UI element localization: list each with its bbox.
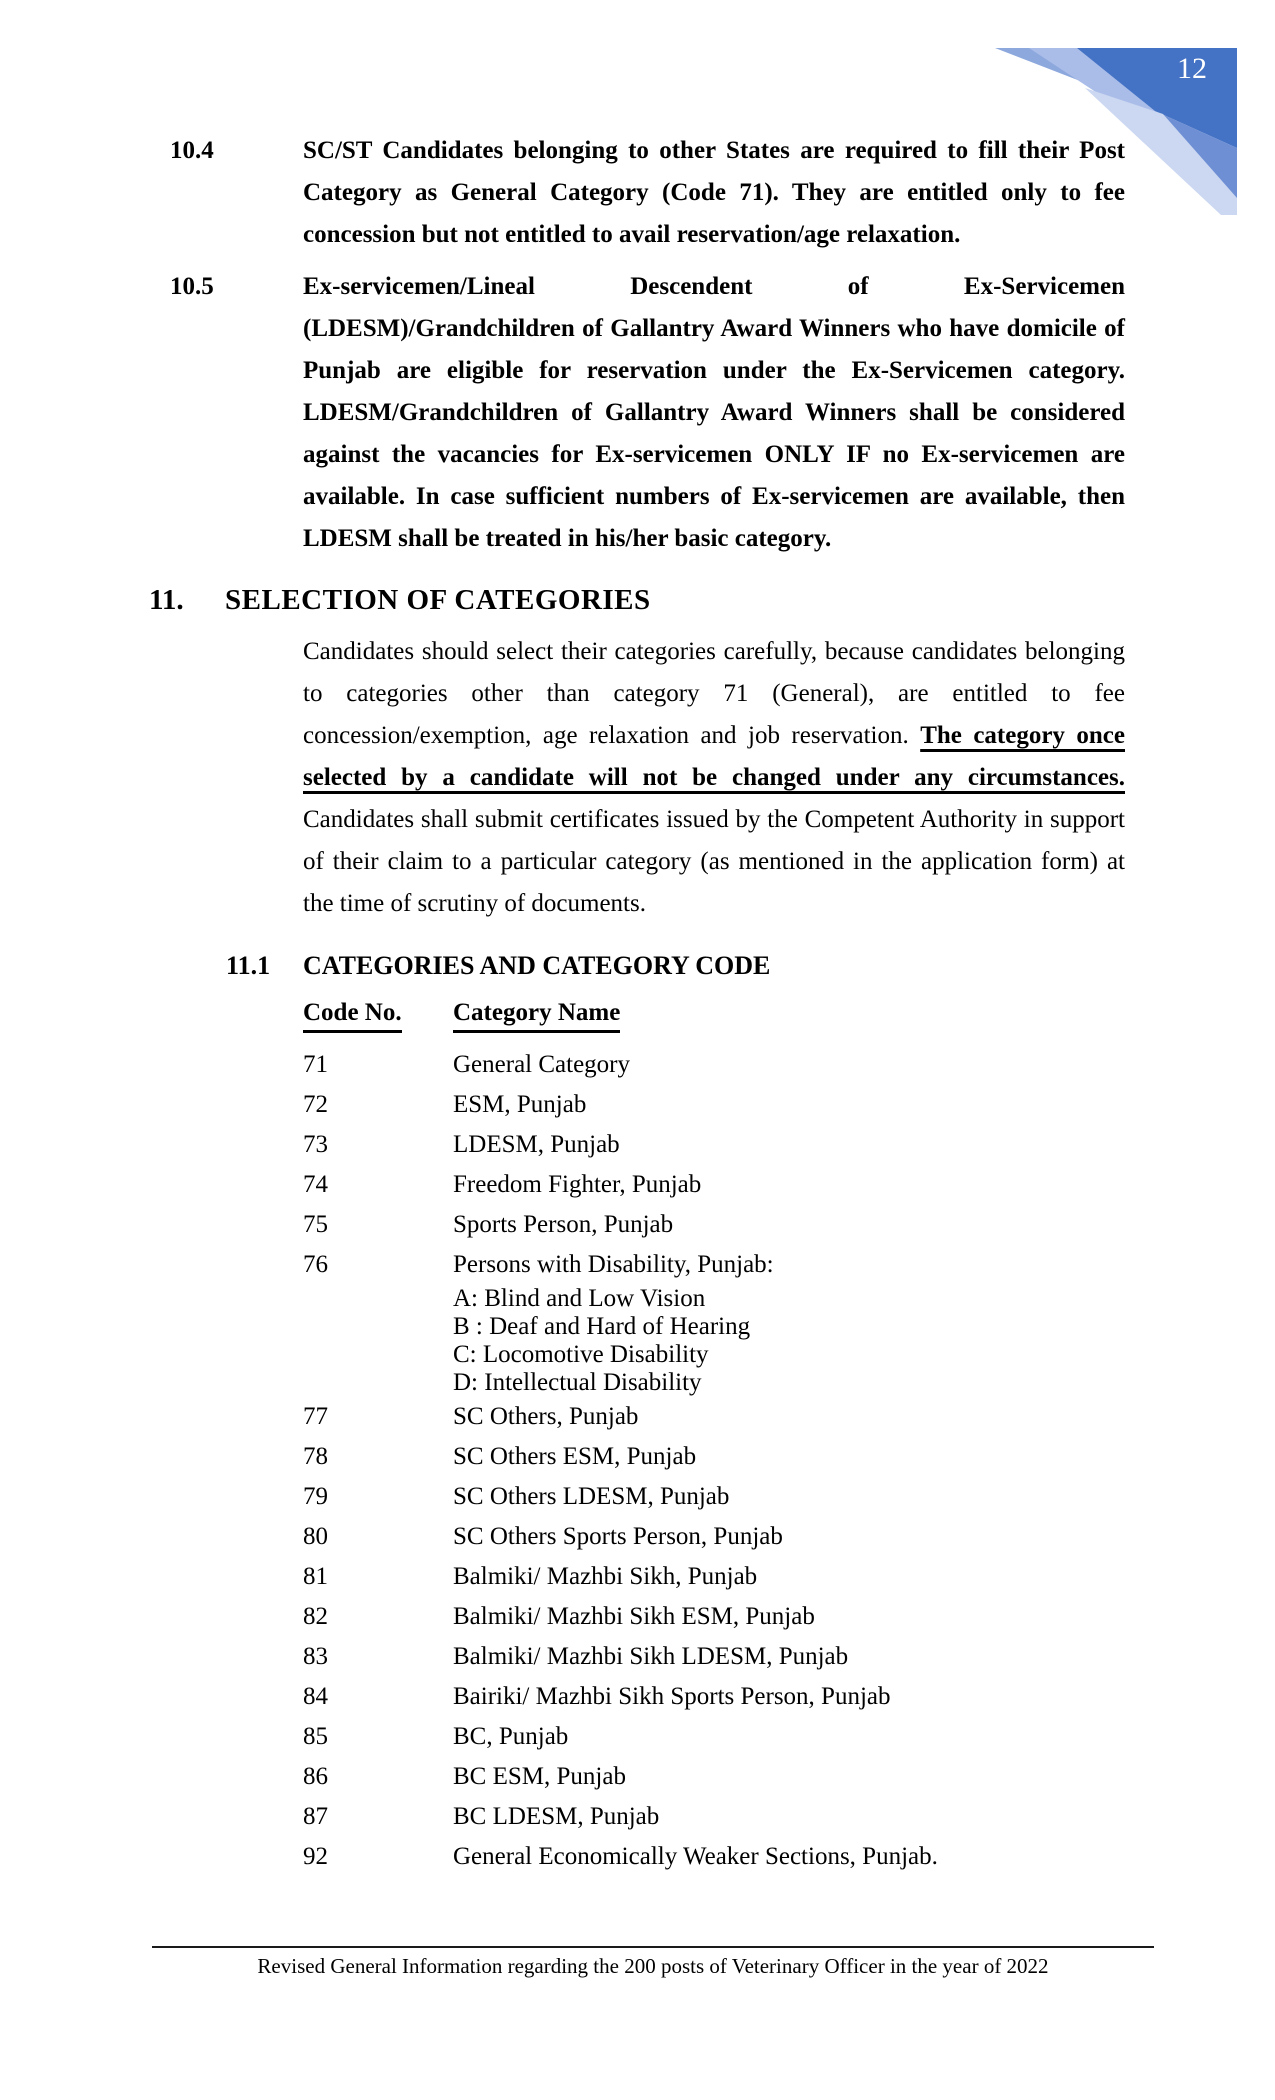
code-cell: 73 (303, 1131, 328, 1158)
section-number: 11.1 (226, 951, 271, 980)
name-cell: General Economically Weaker Sections, Punjab. (453, 1843, 938, 1870)
table-row (303, 1797, 1125, 1837)
disability-subitem: D: Intellectual Disability (453, 1369, 702, 1396)
category-once-emphasis: The category once selected by a candidate will not be changed under any circumstances. (303, 722, 1125, 791)
code-cell: 92 (303, 1843, 328, 1870)
name-cell: Balmiki/ Mazhbi Sikh, Punjab (453, 1563, 758, 1590)
name-cell: SC Others ESM, Punjab (453, 1443, 697, 1470)
section-11-heading (0, 584, 1275, 617)
section-number: 10.5 (170, 273, 214, 300)
col-header-name: Category Name (453, 999, 620, 1033)
code-cell: 77 (303, 1403, 328, 1430)
table-row (303, 1837, 1125, 1877)
code-cell: 78 (303, 1443, 328, 1470)
table-row (303, 1597, 1125, 1637)
name-cell: Sports Person, Punjab (453, 1211, 674, 1238)
name-cell: SC Others, Punjab (453, 1403, 639, 1430)
selection-paragraph-tail: Candidates shall submit certificates issued by the Competent Authority in support of their claim to a particular category (as mentioned in the application form) at the time of scrutiny of documents. (303, 806, 1125, 917)
table-row (303, 1517, 1125, 1557)
section-text: SC/ST Candidates belonging to other States are required to fill their Post Category as General Category (Code 71). They are entitled only to fee concession but not entitled to avail reservation/age relaxation. (303, 137, 1125, 248)
disability-subitem: B : Deaf and Hard of Hearing (453, 1313, 751, 1340)
table-row (303, 1677, 1125, 1717)
footer-rule (152, 1946, 1154, 1948)
table-row (303, 1557, 1125, 1597)
code-cell: 86 (303, 1763, 328, 1790)
name-cell: BC, Punjab (453, 1723, 569, 1750)
table-row (303, 1205, 1125, 1245)
section-number: 10.4 (170, 137, 214, 164)
code-cell: 87 (303, 1803, 328, 1830)
name-cell: ESM, Punjab (453, 1091, 587, 1118)
section-title: CATEGORIES AND CATEGORY CODE (303, 951, 771, 980)
code-cell: 74 (303, 1171, 328, 1198)
table-row (303, 1045, 1125, 1085)
selection-paragraph (303, 631, 1125, 925)
name-cell: BC ESM, Punjab (453, 1763, 626, 1790)
code-cell: 71 (303, 1051, 328, 1078)
section-number: 11. (149, 584, 184, 616)
name-cell: SC Others LDESM, Punjab (453, 1483, 730, 1510)
code-cell: 84 (303, 1683, 328, 1710)
name-cell: LDESM, Punjab (453, 1131, 620, 1158)
col-header-code: Code No. (303, 999, 402, 1033)
code-cell: 79 (303, 1483, 328, 1510)
table-row (303, 1397, 1125, 1437)
table-row (303, 1437, 1125, 1477)
table-row (303, 1165, 1125, 1205)
name-cell: Bairiki/ Mazhbi Sikh Sports Person, Punjab (453, 1683, 891, 1710)
code-cell: 80 (303, 1523, 328, 1550)
table-row (303, 1125, 1125, 1165)
name-cell: Balmiki/ Mazhbi Sikh LDESM, Punjab (453, 1643, 849, 1670)
disability-subitem: A: Blind and Low Vision (453, 1285, 706, 1312)
name-cell: Persons with Disability, Punjab: (453, 1251, 774, 1278)
code-cell: 76 (303, 1251, 328, 1278)
code-cell: 75 (303, 1211, 328, 1238)
selection-paragraph-lead: Candidates should select their categories carefully, because candidates belonging to categories other than category 71 (General), are entitled to fee concession/exemption, age relaxation and job reservation. (303, 638, 1125, 749)
section-11-1-heading (0, 951, 1275, 981)
disability-subitem: C: Locomotive Disability (453, 1341, 709, 1368)
name-cell: Balmiki/ Mazhbi Sikh ESM, Punjab (453, 1603, 815, 1630)
code-cell: 81 (303, 1563, 328, 1590)
section-title: SELECTION OF CATEGORIES (225, 584, 651, 616)
code-cell: 72 (303, 1091, 328, 1118)
code-cell: 85 (303, 1723, 328, 1750)
table-header-row (303, 999, 1125, 1033)
footer-text: Revised General Information regarding the 200 posts of Veterinary Officer in the year of 2022 (257, 1954, 1049, 1978)
name-cell: General Category (453, 1051, 631, 1078)
section-10-5 (0, 266, 1275, 560)
code-cell: 82 (303, 1603, 328, 1630)
table-row (303, 1245, 1125, 1285)
name-cell: SC Others Sports Person, Punjab (453, 1523, 783, 1550)
name-cell: BC LDESM, Punjab (453, 1803, 660, 1830)
table-row (303, 1637, 1125, 1677)
page-content (0, 130, 1275, 1877)
section-10-4 (0, 130, 1275, 256)
page-number: 12 (1177, 52, 1207, 85)
table-row (303, 1717, 1125, 1757)
table-row (303, 1477, 1125, 1517)
code-cell: 83 (303, 1643, 328, 1670)
section-text: Ex-servicemen/Lineal Descendent of Ex-Servicemen (LDESM)/Grandchildren of Gallantry Award Winners who have domicile of Punjab are eligible for reservation under the Ex-Servicemen category. LDESM/Grandchildren of Gallantry Award Winners shall be considered against the vacancies for Ex-servicemen ONLY IF no Ex-servicemen are available. In case sufficient numbers of Ex-servicemen are available, then LDESM shall be treated in his/her basic category. (303, 273, 1125, 552)
name-cell: Freedom Fighter, Punjab (453, 1171, 702, 1198)
table-row (303, 1085, 1125, 1125)
table-row (303, 1757, 1125, 1797)
category-code-table (303, 999, 1125, 1877)
